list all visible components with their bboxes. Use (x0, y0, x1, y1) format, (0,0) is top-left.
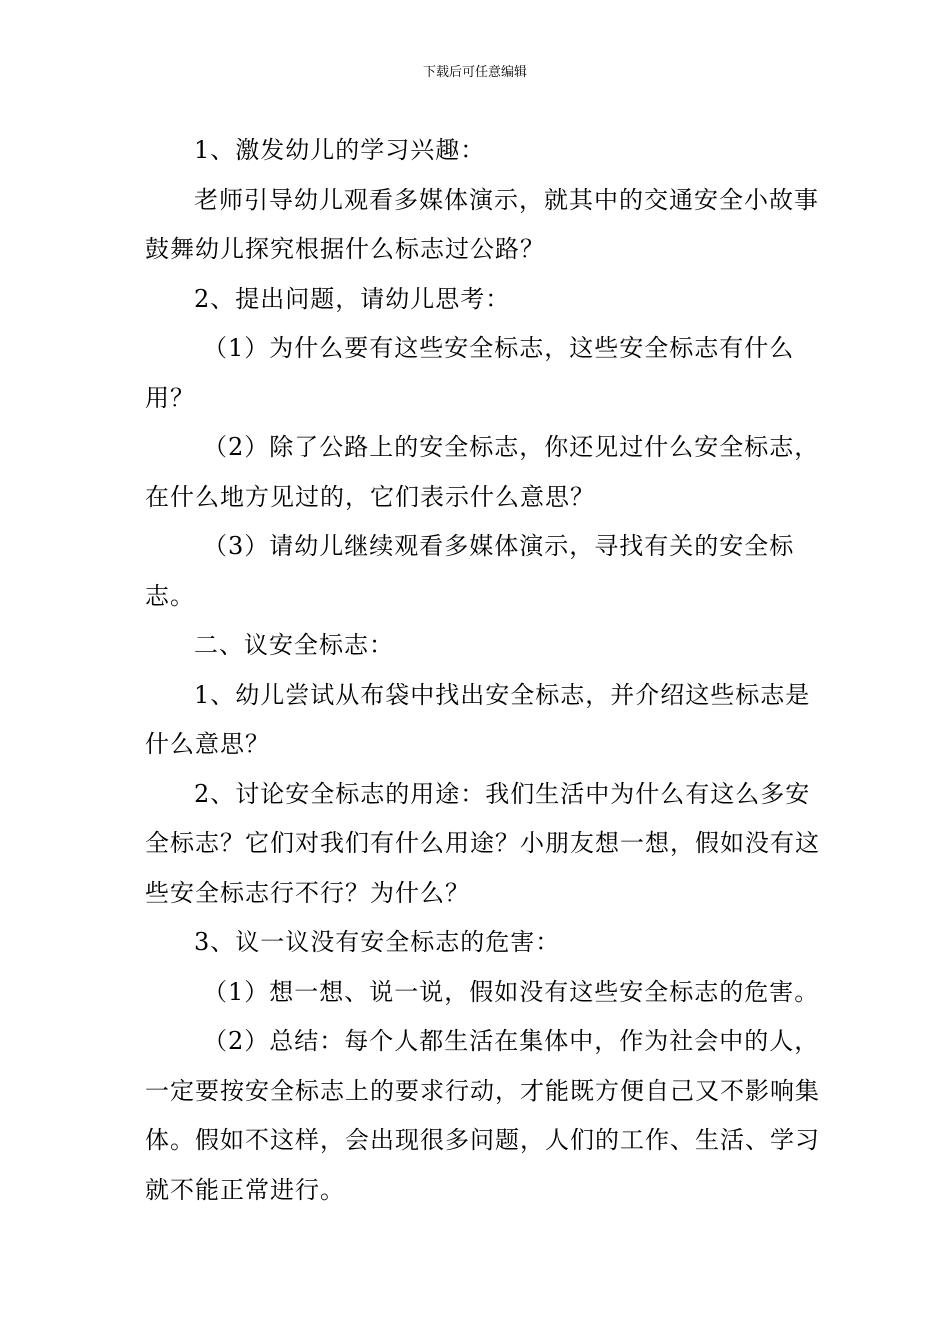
paragraph-4: （1）为什么要有这些安全标志，这些安全标志有什么用？ (145, 334, 795, 412)
paragraph-12: （2）总结：每个人都生活在集体中，作为社会中的人，一定要按安全标志上的要求行动，才能既方便自己又不影响集体。假如不这样，会出现很多问题，人们的工作、生活、学习就不能正常进行。 (145, 1027, 820, 1204)
paragraph-2: 老师引导幼儿观看多媒体演示，就其中的交通安全小故事鼓舞幼儿探究根据什么标志过公路？ (145, 185, 819, 263)
paragraph-1: 1、激发幼儿的学习兴趣： (194, 136, 486, 164)
paragraph-11: （1）想一想、说一说，假如没有这些安全标志的危害。 (203, 977, 820, 1006)
paragraph-10: 3、议一议没有安全标志的危害： (194, 928, 561, 956)
paragraph-3: 2、提出问题，请幼儿思考： (194, 284, 511, 313)
paragraph-5: （2）除了公路上的安全标志，你还见过什么安全标志，在什么地方见过的，它们表示什么意思？ (145, 433, 820, 511)
document-body (145, 126, 827, 1215)
paragraph-6: （3）请幼儿继续观看多媒体演示，寻找有关的安全标志。 (145, 532, 795, 610)
paragraph-8: 1、幼儿尝试从布袋中找出安全标志，并介绍这些标志是什么意思？ (145, 680, 811, 758)
paragraph-9: 2、讨论安全标志的用途：我们生活中为什么有这么多安全标志？它们对我们有什么用途？小朋友想一想，假如没有这些安全标志行不行？为什么？ (145, 779, 820, 907)
paragraph-7: 二、议安全标志： (194, 631, 394, 659)
page-header: 下载后可任意编辑 (422, 65, 527, 80)
